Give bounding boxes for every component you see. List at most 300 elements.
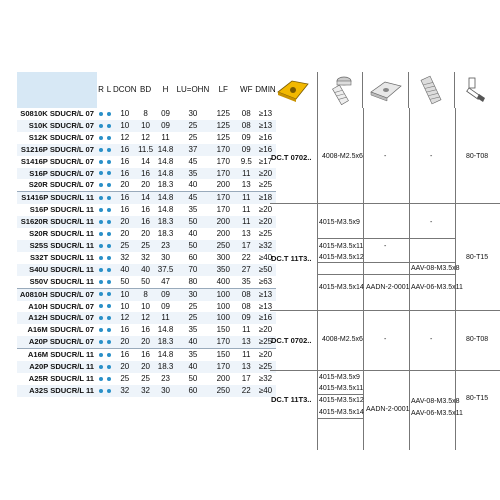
header-lf: LF — [209, 72, 237, 108]
table-row — [17, 168, 294, 180]
cell-bd: 16 — [141, 325, 151, 335]
cell-dcon: 20 — [120, 180, 130, 190]
cell-lu: 40 — [188, 180, 198, 190]
cell-h: 37.5 — [157, 264, 174, 274]
header-wf: WF — [237, 72, 255, 108]
tool-designation: S1620R SDUCR/L 11 — [20, 217, 94, 227]
cell-dmin: ≥20 — [258, 217, 273, 227]
cell-h: 23 — [161, 373, 171, 383]
cell-bd: 20 — [141, 180, 151, 190]
availability-dot-icon — [107, 112, 111, 116]
availability-dot-icon — [99, 316, 103, 320]
cell-wf: 22 — [241, 252, 251, 262]
left-hand-availability — [105, 168, 113, 180]
cell-dmin: ≥13 — [255, 288, 275, 300]
cell-lf: 100 — [209, 288, 237, 300]
availability-dot-icon — [107, 183, 111, 187]
right-hand-availability — [97, 179, 105, 191]
availability-dot-icon — [99, 136, 103, 140]
insert-header-cell — [270, 72, 317, 108]
availability-dot-icon — [99, 232, 103, 236]
cell-bd: 20 — [141, 362, 151, 372]
tool-designation: S1416P SDUCR/L 07 — [20, 156, 94, 166]
cell-dmin: ≥25 — [258, 180, 273, 190]
cell-dcon: 12 — [120, 132, 130, 142]
cell-bd: 16 — [137, 349, 155, 361]
cell-lf: 350 — [216, 264, 230, 274]
cell-bd: 20 — [141, 337, 151, 347]
availability-dot-icon — [107, 232, 111, 236]
cell-h: 14.8 — [157, 205, 174, 215]
cell-h: 09 — [161, 109, 171, 118]
cell-bd: 40 — [141, 264, 151, 274]
cell-dmin: ≥63 — [258, 276, 273, 286]
left-hand-availability — [105, 228, 113, 240]
cell-dmin: ≥40 — [258, 252, 273, 262]
tool-designation: S10K SDUCR/L 07 — [28, 120, 94, 130]
availability-dot-icon — [107, 328, 111, 332]
availability-dot-icon — [107, 244, 111, 248]
table-row — [17, 156, 294, 168]
cell-wf: 11 — [242, 205, 251, 215]
cell-lu: 37 — [188, 144, 198, 154]
availability-dot-icon — [107, 316, 111, 320]
availability-dot-icon — [107, 171, 111, 175]
availability-dot-icon — [107, 377, 111, 381]
header-r: R — [97, 72, 105, 108]
right-hand-availability — [97, 361, 105, 373]
group4-screw-c: 4015-M3.5x12 — [319, 397, 364, 404]
cell-bd: 20 — [141, 229, 151, 239]
cell-lu: 40 — [188, 337, 198, 347]
cell-wf: 09 — [241, 313, 251, 323]
availability-dot-icon — [99, 268, 103, 272]
availability-dot-icon — [107, 160, 111, 164]
cell-bd: 16 — [141, 205, 151, 215]
availability-dot-icon — [99, 183, 103, 187]
table-row — [17, 349, 294, 361]
cell-lu: 35 — [188, 168, 198, 178]
cell-lu: 45 — [188, 156, 198, 166]
group2-screw-c: 4015-M3.5x12 — [319, 254, 364, 261]
cell-lu: 80 — [188, 276, 198, 286]
availability-dot-icon — [99, 340, 103, 344]
cell-dcon: 20 — [120, 362, 130, 372]
sub-divider — [317, 274, 455, 275]
group4-screw-b: 4015-M3.5x11 — [319, 385, 364, 392]
cell-dmin: ≥20 — [258, 205, 273, 215]
availability-dot-icon — [99, 292, 103, 296]
boring-bar-spec-sheet — [17, 72, 500, 450]
cell-wf: 11 — [242, 168, 251, 178]
left-hand-availability — [105, 108, 113, 120]
cell-h: 18.3 — [157, 337, 174, 347]
group2-screw-a: 4015-M3.5x9 — [319, 219, 360, 226]
cell-wf: 11 — [242, 325, 251, 335]
availability-dot-icon — [107, 340, 111, 344]
cell-dmin: ≥13 — [258, 301, 273, 311]
group1-shim-screw: - — [430, 153, 433, 160]
cell-h: 09 — [161, 120, 171, 130]
availability-dot-icon — [99, 353, 103, 357]
left-hand-availability — [105, 264, 113, 276]
group2-shim-b: AADN-2-0001 — [366, 284, 410, 291]
cell-dcon: 25 — [120, 373, 130, 383]
cell-wf: 09 — [241, 144, 251, 154]
cell-lf: 150 — [209, 349, 237, 361]
left-hand-availability — [105, 120, 113, 132]
cell-lu: 60 — [188, 385, 198, 395]
tool-designation: S25S SDUCR/L 11 — [29, 240, 94, 250]
cell-bd: 25 — [141, 373, 151, 383]
cell-h: 11 — [161, 313, 170, 323]
cell-h: 09 — [155, 288, 177, 300]
cell-dcon: 10 — [120, 301, 130, 311]
cell-lf: 200 — [216, 217, 230, 227]
cell-dmin: ≥17 — [258, 156, 273, 166]
right-hand-availability — [97, 301, 105, 313]
left-hand-availability — [105, 132, 113, 144]
left-hand-availability — [105, 312, 113, 324]
cell-dcon: 16 — [120, 205, 130, 215]
cell-wf: 08 — [241, 301, 251, 311]
cell-dmin: ≥32 — [258, 240, 273, 250]
cell-lf: 170 — [216, 156, 230, 166]
group2-shim-screw-c: AAV-06-M3.5x11 — [411, 284, 463, 291]
insert-icon — [270, 72, 317, 108]
table-row — [17, 120, 294, 132]
tool-designation: S0810K SDUCR/L 07 — [20, 109, 94, 118]
cell-bd: 12 — [141, 132, 151, 142]
availability-dot-icon — [99, 112, 103, 116]
cell-lu: 25 — [188, 313, 198, 323]
cell-bd: 8 — [143, 109, 148, 118]
left-hand-availability — [105, 192, 113, 204]
left-hand-availability — [105, 216, 113, 228]
table-row — [17, 264, 294, 276]
cell-lu: 35 — [188, 325, 198, 335]
left-hand-availability — [105, 385, 113, 397]
tool-designation: A25R SDUCR/L 11 — [28, 373, 94, 383]
tool-designation: S32T SDUCR/L 11 — [29, 252, 94, 262]
left-hand-availability — [105, 361, 113, 373]
header-h: H — [155, 72, 177, 108]
group2-screw-b: 4015-M3.5x11 — [319, 243, 364, 250]
cell-h: 18.3 — [157, 229, 174, 239]
cell-dmin: ≥20 — [258, 168, 273, 178]
cell-wf: 13 — [241, 337, 251, 347]
group-divider — [270, 310, 500, 311]
key-icon — [455, 72, 500, 108]
panel-divider — [409, 108, 410, 450]
cell-h: 23 — [161, 240, 171, 250]
availability-dot-icon — [107, 304, 111, 308]
cell-lu: 35 — [188, 205, 198, 215]
cell-h: 18.3 — [157, 217, 174, 227]
left-hand-availability — [105, 349, 113, 361]
tool-designation: S1416P SDUCR/L 11 — [17, 192, 97, 204]
group1-insert: DC.T 0702.. — [271, 153, 312, 162]
availability-dot-icon — [107, 208, 111, 212]
cell-lf: 300 — [216, 252, 230, 262]
cell-wf: 27 — [241, 264, 251, 274]
availability-dot-icon — [99, 148, 103, 152]
tool-designation: A32S SDUCR/L 11 — [29, 385, 94, 395]
tool-designation: A12H SDUCR/L 07 — [28, 313, 94, 323]
cell-lu: 25 — [188, 301, 198, 311]
left-hand-availability — [105, 144, 113, 156]
cell-dmin: ≥16 — [258, 313, 273, 323]
left-hand-availability — [105, 240, 113, 252]
availability-dot-icon — [99, 160, 103, 164]
right-hand-availability — [97, 240, 105, 252]
cell-wf: 9.5 — [240, 156, 252, 166]
availability-dot-icon — [99, 304, 103, 308]
cell-dmin: ≥16 — [258, 132, 273, 142]
screw-icon — [318, 72, 362, 108]
cell-lf: 125 — [216, 109, 230, 118]
tool-designation: S20R SDUCR/L 11 — [29, 229, 94, 239]
cell-dcon: 40 — [120, 264, 130, 274]
left-hand-availability — [105, 204, 113, 216]
right-hand-availability — [97, 385, 105, 397]
right-hand-availability — [97, 264, 105, 276]
cell-lf: 100 — [216, 313, 230, 323]
screw-header-cell — [317, 72, 363, 108]
cell-wf: 08 — [241, 120, 251, 130]
cell-lf: 170 — [209, 192, 237, 204]
cell-wf: 17 — [241, 373, 251, 383]
group-divider — [270, 370, 500, 371]
cell-bd: 14 — [137, 192, 155, 204]
tool-designation: A20P SDUCR/L 11 — [29, 362, 94, 372]
cell-dcon: 10 — [120, 109, 130, 118]
availability-dot-icon — [99, 389, 103, 393]
table-row — [17, 312, 294, 324]
table-row — [17, 132, 294, 144]
cell-dmin: ≥18 — [255, 192, 275, 204]
cell-bd: 16 — [141, 168, 151, 178]
cell-lu: 50 — [188, 240, 198, 250]
cell-wf: 13 — [241, 180, 251, 190]
cell-bd: 32 — [141, 385, 151, 395]
cell-dmin: ≥25 — [258, 362, 273, 372]
tool-designation: A10H SDUCR/L 07 — [28, 301, 94, 311]
group4-insert: DC.T 11T3.. — [271, 395, 312, 404]
sub-divider — [317, 238, 455, 239]
table-row — [17, 301, 294, 313]
right-hand-availability — [97, 168, 105, 180]
availability-dot-icon — [99, 208, 103, 212]
group2-shim-screw-b: AAV-08-M3.5x8 — [411, 265, 460, 272]
cell-dcon: 10 — [120, 120, 130, 130]
availability-dot-icon — [99, 280, 103, 284]
cell-lu: 40 — [188, 362, 198, 372]
cell-lf: 170 — [216, 168, 230, 178]
left-hand-availability — [105, 373, 113, 385]
right-hand-availability — [97, 349, 105, 361]
availability-dot-icon — [99, 244, 103, 248]
tool-designation: S16P SDUCR/L 07 — [29, 168, 94, 178]
sub-divider — [317, 394, 363, 395]
right-hand-availability — [97, 252, 105, 264]
cell-h: 11 — [161, 132, 170, 142]
cell-dmin: ≥32 — [258, 373, 273, 383]
group4-shim-screw-a: AAV-08-M3.5x8 — [411, 398, 460, 405]
left-hand-availability — [105, 301, 113, 313]
table-row — [17, 385, 294, 397]
availability-dot-icon — [107, 196, 111, 200]
right-hand-availability — [97, 324, 105, 336]
tool-designation: S16P SDUCR/L 11 — [29, 205, 94, 215]
cell-dcon: 12 — [120, 313, 130, 323]
right-hand-availability — [97, 312, 105, 324]
group1-screw: 4008-M2.5x6 — [322, 153, 363, 160]
key-header-cell — [455, 72, 500, 108]
availability-dot-icon — [99, 124, 103, 128]
cell-dmin: ≥25 — [258, 337, 273, 347]
table-header-row — [17, 72, 294, 108]
cell-bd: 14 — [141, 156, 151, 166]
table-row — [17, 288, 294, 300]
group-divider — [270, 203, 500, 204]
cell-lu: 60 — [188, 252, 198, 262]
cell-h: 30 — [161, 385, 171, 395]
cell-h: 14.8 — [155, 349, 177, 361]
cell-h: 47 — [161, 276, 171, 286]
cell-bd: 10 — [141, 301, 151, 311]
sub-divider — [317, 418, 363, 419]
cell-lu: 50 — [188, 217, 198, 227]
cell-h: 18.3 — [157, 180, 174, 190]
shim-header-cell — [363, 72, 409, 108]
cell-lf: 150 — [216, 325, 230, 335]
table-row — [17, 324, 294, 336]
panel-divider — [317, 108, 318, 450]
cell-dcon: 20 — [120, 229, 130, 239]
cell-wf: 17 — [241, 240, 251, 250]
cell-lu: 25 — [188, 132, 198, 142]
left-hand-availability — [105, 336, 113, 348]
cell-bd: 25 — [141, 240, 151, 250]
group4-screw-d: 4015-M3.5x14 — [319, 409, 364, 416]
cell-lu: 35 — [177, 349, 210, 361]
table-row — [17, 179, 294, 191]
group1-shim: - — [384, 153, 387, 160]
sub-divider — [317, 262, 455, 263]
cell-lf: 170 — [216, 362, 230, 372]
cell-lf: 170 — [216, 337, 230, 347]
left-hand-availability — [105, 179, 113, 191]
cell-dcon: 20 — [120, 337, 130, 347]
availability-dot-icon — [107, 280, 111, 284]
tool-designation: A0810H SDUCR/L 07 — [17, 288, 97, 300]
tool-designation: A20P SDUCR/L 07 — [28, 337, 94, 347]
cell-dcon: 16 — [120, 325, 130, 335]
right-hand-availability — [97, 288, 105, 300]
availability-dot-icon — [107, 389, 111, 393]
shim-screw-icon — [409, 72, 453, 108]
right-hand-availability — [97, 276, 105, 288]
cell-dcon: 32 — [120, 252, 130, 262]
cell-dmin: ≥20 — [255, 349, 275, 361]
cell-lu: 40 — [188, 229, 198, 239]
tool-designation: S50V SDUCR/L 11 — [29, 276, 94, 286]
table-row — [17, 252, 294, 264]
right-hand-availability — [97, 156, 105, 168]
cell-dcon: 16 — [120, 168, 130, 178]
header-dcon: DCON — [113, 72, 137, 108]
availability-dot-icon — [107, 365, 111, 369]
cell-dmin: ≥13 — [258, 109, 273, 118]
table-row — [17, 192, 294, 204]
group2-screw-d: 4015-M3.5x14 — [319, 284, 364, 291]
header-dmin: DMIN — [255, 72, 275, 108]
left-hand-availability — [105, 156, 113, 168]
availability-dot-icon — [107, 292, 111, 296]
cell-bd: 10 — [141, 120, 151, 130]
availability-dot-icon — [107, 148, 111, 152]
cell-wf: 08 — [241, 109, 251, 118]
table-row — [17, 108, 294, 120]
cell-h: 14.8 — [157, 325, 174, 335]
availability-dot-icon — [99, 377, 103, 381]
cell-dmin: ≥20 — [258, 325, 273, 335]
cell-dmin: ≥40 — [258, 385, 273, 395]
cell-bd: 32 — [141, 252, 151, 262]
cell-lf: 170 — [216, 205, 230, 215]
group2-key: 80-T15 — [466, 254, 489, 261]
shim-icon — [363, 72, 407, 108]
left-hand-availability — [105, 324, 113, 336]
spec-table — [17, 72, 294, 397]
cell-lf: 100 — [216, 301, 230, 311]
right-hand-availability — [97, 216, 105, 228]
availability-dot-icon — [99, 171, 103, 175]
right-hand-availability — [97, 108, 105, 120]
cell-wf: 09 — [241, 132, 251, 142]
availability-dot-icon — [107, 256, 111, 260]
table-row — [17, 361, 294, 373]
left-hand-availability — [105, 288, 113, 300]
cell-dcon: 25 — [120, 240, 130, 250]
cell-lu: 70 — [188, 264, 198, 274]
availability-dot-icon — [107, 136, 111, 140]
right-hand-availability — [97, 336, 105, 348]
cell-h: 14.8 — [157, 144, 174, 154]
table-row — [17, 144, 294, 156]
group4-shim: AADN-2-0001 — [366, 406, 410, 413]
tool-designation: S12K SDUCR/L 07 — [28, 132, 94, 142]
group4-screw-a: 4015-M3.5x9 — [319, 374, 360, 381]
availability-dot-icon — [99, 196, 103, 200]
right-hand-availability — [97, 204, 105, 216]
group3-insert: DC.T 0702.. — [271, 336, 312, 345]
cell-dcon: 50 — [120, 276, 130, 286]
right-hand-availability — [97, 192, 105, 204]
cell-bd: 16 — [141, 217, 151, 227]
cell-h: 14.8 — [157, 168, 174, 178]
cell-wf: 08 — [237, 288, 255, 300]
group4-key: 80-T15 — [466, 395, 489, 402]
cell-lf: 125 — [216, 120, 230, 130]
cell-h: 09 — [161, 301, 171, 311]
right-hand-availability — [97, 120, 105, 132]
availability-dot-icon — [107, 220, 111, 224]
cell-lu: 45 — [177, 192, 210, 204]
tool-designation: S40U SDUCR/L 11 — [29, 264, 94, 274]
header-bd: BD — [137, 72, 155, 108]
